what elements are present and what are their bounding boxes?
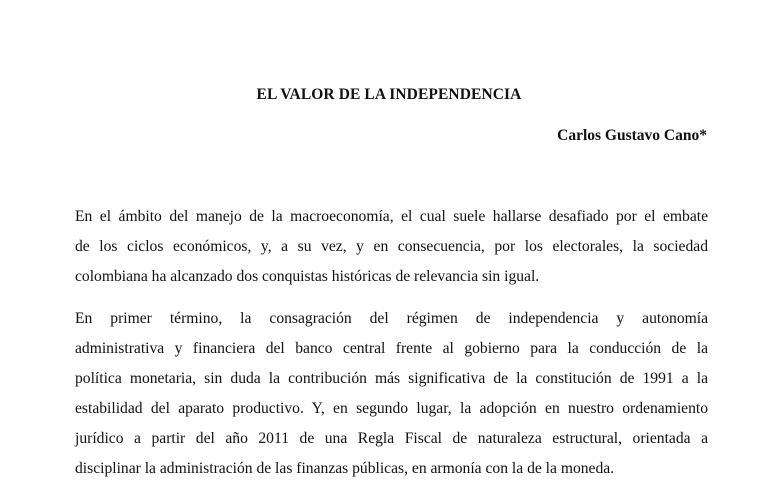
text-line: administrativa y financiera del banco central frente al gobierno para la conducción de la: [75, 340, 708, 357]
text-line: En el ámbito del manejo de la macroeconomía, el cual suele hallarse desafiado por el embate: [75, 208, 708, 225]
paragraph-first-conquest: [75, 304, 708, 484]
text-line: jurídico a partir del año 2011 de una Regla Fiscal de naturaleza estructural, orientada a: [75, 430, 708, 447]
author-name: Carlos Gustavo Cano*: [557, 127, 707, 144]
text-line: estabilidad del aparato productivo. Y, en segundo lugar, la adopción en nuestro ordenamiento: [75, 400, 708, 417]
text-line: política monetaria, sin duda la contribución más significativa de la constitución de 1991 a la: [75, 370, 708, 387]
text-line: En primer término, la consagración del régimen de independencia y autonomía: [75, 310, 708, 327]
text-line: de los ciclos económicos, y, a su vez, y en consecuencia, por los electorales, la sociedad: [75, 238, 708, 255]
document-title: EL VALOR DE LA INDEPENDENCIA: [256, 86, 522, 103]
text-line: disciplinar la administración de las finanzas públicas, en armonía con la de la moneda.: [75, 460, 615, 477]
text-line: colombiana ha alcanzado dos conquistas históricas de relevancia sin igual.: [75, 268, 540, 285]
paragraph-intro: [75, 202, 708, 292]
